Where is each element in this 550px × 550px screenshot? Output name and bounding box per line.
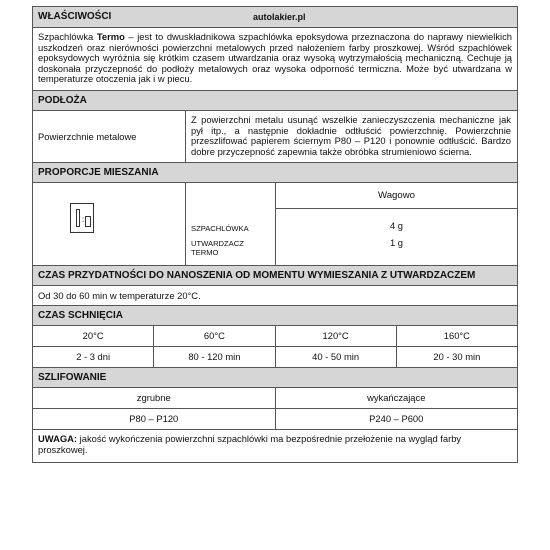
section-header-properties	[33, 7, 517, 27]
sanding-type: zgrubne	[136, 392, 171, 404]
drying-temp: 160°C	[396, 326, 517, 346]
sanding-type-row	[33, 387, 517, 408]
description-body: – jest to dwuskładnikowa szpachlówka epoksydowa przeznaczona do naprawy niewielkich uszkodzeń oraz nierówności powierzchni metalowych przed nałożeniem farby proszkowej. Wśród szpachlówek epoksydowych wyróżnia się krótkim czasem utwardzania oraz wysoką wytrzymałością mechaniczną. Cechuje ją doskonała przyczepność do podłoży metalowych oraz wysoka odporność termiczna. Może być utwardzana w temperaturze otoczenia jak i w piecu.	[38, 31, 513, 85]
note-label: UWAGA:	[38, 433, 78, 445]
mixing-column-header: Wagowo	[276, 183, 517, 209]
properties-title: WŁAŚCIWOŚCI	[38, 11, 112, 22]
data-sheet	[32, 6, 518, 463]
mixing-ratio-icon	[70, 203, 94, 233]
drying-time-row	[33, 346, 517, 367]
ratio-bar-small	[85, 216, 91, 227]
mixing-ratio-cell	[33, 183, 185, 265]
drying-time: 40 - 50 min	[275, 347, 396, 367]
mixing-values	[275, 183, 517, 265]
section-header-mixing: PROPORCJE MIESZANIA	[33, 162, 517, 182]
section-header-substrate: PODŁOŻA	[33, 90, 517, 110]
sanding-grit-row	[33, 408, 517, 429]
note-text: jakość wykończenia powierzchni szpachlówki ma bezpośrednie przełożenie na wygląd farby proszkowej.	[38, 433, 462, 455]
value-hardener: 1 g	[389, 237, 404, 249]
component-hardener: UTWARDZACZ TERMO	[191, 239, 244, 258]
section-header-drying: CZAS SCHNIĘCIA	[33, 305, 517, 325]
component-filler: SZPACHLÓWKA	[191, 224, 249, 234]
value-filler: 4 g	[389, 220, 404, 232]
drying-time: 2 - 3 dni	[76, 351, 111, 363]
section-header-pot-life: CZAS PRZYDATNOŚCI DO NANOSZENIA OD MOMENTU WYMIESZANIA Z UTWARDZACZEM	[33, 265, 517, 285]
drying-time: 80 - 120 min	[153, 347, 274, 367]
pot-life-text: Od 30 do 60 min w temperaturze 20°C.	[33, 285, 517, 305]
drying-temp: 120°C	[275, 326, 396, 346]
description-intro: Szpachlówka	[38, 31, 97, 42]
substrate-instructions: Z powierzchni metalu usunąć wszelkie zanieczyszczenia mechaniczne jak pył itp., a następnie dokładnie odtłuścić powierzchnię. Powierzchnie przeszlifować papierem ściernym P80 – P120 i ponownie odtłuścić. Bardzo dobre przyczepność zapewnia także obróbka strumieniowo ścierna.	[185, 111, 517, 162]
drying-time: 20 - 30 min	[396, 347, 517, 367]
sanding-grit: P80 – P120	[129, 413, 179, 425]
sanding-grit: P240 – P600	[275, 409, 518, 429]
substrate-row	[33, 110, 517, 162]
ratio-bar-large	[76, 209, 80, 227]
drying-temp: 60°C	[153, 326, 274, 346]
product-brand: Termo	[96, 31, 125, 42]
sanding-type: wykańczające	[275, 388, 518, 408]
mixing-component-names	[185, 183, 275, 265]
ratio-colon: :	[82, 215, 85, 225]
substrate-label: Powierzchnie metalowe	[38, 131, 137, 143]
mixing-row	[33, 182, 517, 265]
section-header-sanding: SZLIFOWANIE	[33, 367, 517, 387]
drying-temp: 20°C	[82, 330, 104, 342]
note	[33, 429, 517, 461]
site-name: autolakier.pl	[253, 12, 306, 22]
drying-temperature-row	[33, 325, 517, 346]
product-description	[33, 27, 517, 90]
